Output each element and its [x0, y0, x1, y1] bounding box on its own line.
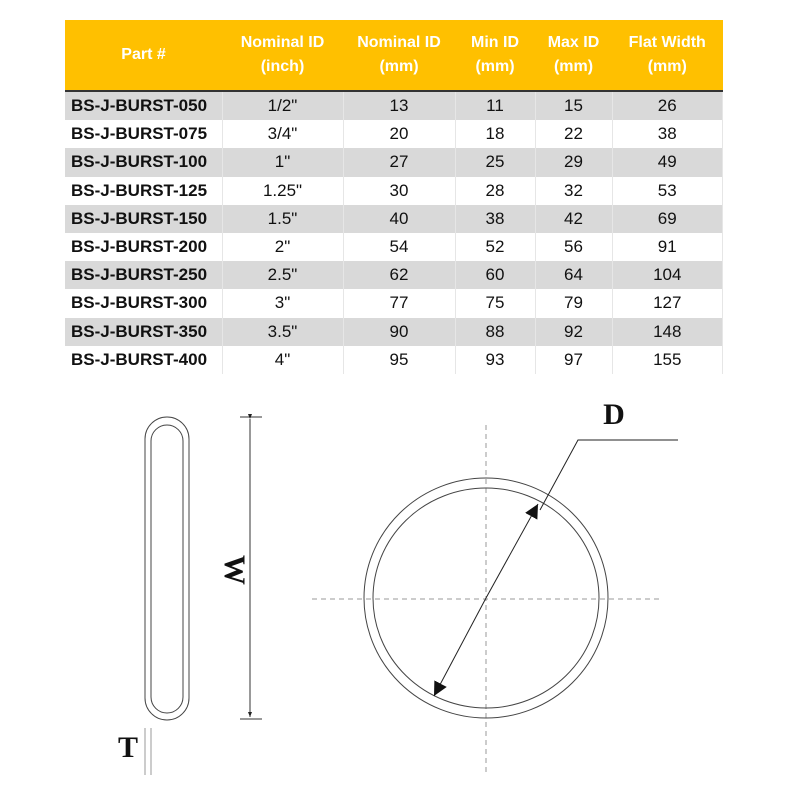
min-id-cell: 52 [455, 233, 535, 261]
flat-width-cell: 91 [612, 233, 723, 261]
part-number-cell: BS-J-BURST-250 [65, 261, 222, 289]
nominal-id-inch-cell: 3.5" [222, 318, 343, 346]
thickness-dimension [145, 728, 151, 775]
min-id-cell: 18 [455, 120, 535, 148]
min-id-cell: 38 [455, 205, 535, 233]
flat-width-cell: 49 [612, 148, 723, 176]
part-number-cell: BS-J-BURST-300 [65, 289, 222, 317]
nominal-id-inch-cell: 1.25" [222, 177, 343, 205]
max-id-cell: 92 [535, 318, 612, 346]
part-number-cell: BS-J-BURST-100 [65, 148, 222, 176]
min-id-cell: 88 [455, 318, 535, 346]
max-id-cell: 56 [535, 233, 612, 261]
nominal-id-inch-cell: 4" [222, 346, 343, 374]
nominal-id-mm-cell: 27 [343, 148, 455, 176]
max-id-cell: 29 [535, 148, 612, 176]
max-id-cell: 79 [535, 289, 612, 317]
flat-width-cell: 155 [612, 346, 723, 374]
header-text: Nominal ID [240, 34, 325, 51]
nominal-id-inch-cell: 3/4" [222, 120, 343, 148]
max-id-cell: 97 [535, 346, 612, 374]
nominal-id-mm-cell: 77 [343, 289, 455, 317]
flat-width-cell: 127 [612, 289, 723, 317]
header-unit: (mm) [475, 58, 515, 75]
max-id-cell: 15 [535, 91, 612, 120]
flat-width-cell: 104 [612, 261, 723, 289]
nominal-id-mm-cell: 40 [343, 205, 455, 233]
flat-width-cell: 69 [612, 205, 723, 233]
flat-width-cell: 26 [612, 91, 723, 120]
nominal-id-inch-cell: 1.5" [222, 205, 343, 233]
max-id-cell: 64 [535, 261, 612, 289]
nominal-id-mm-cell: 54 [343, 233, 455, 261]
diameter-dimension [434, 440, 678, 696]
width-label: W [218, 555, 252, 585]
max-id-cell: 22 [535, 120, 612, 148]
part-number-cell: BS-J-BURST-150 [65, 205, 222, 233]
nominal-id-inch-cell: 2.5" [222, 261, 343, 289]
nominal-id-inch-cell: 2" [222, 233, 343, 261]
min-id-cell: 93 [455, 346, 535, 374]
header-unit: (inch) [260, 58, 305, 75]
part-number-cell: BS-J-BURST-125 [65, 177, 222, 205]
max-id-cell: 32 [535, 177, 612, 205]
flat-width-cell: 38 [612, 120, 723, 148]
flat-width-cell: 53 [612, 177, 723, 205]
header-text: Min ID [471, 34, 519, 51]
diameter-label: D [603, 398, 625, 431]
header-unit: (mm) [553, 58, 594, 75]
nominal-id-mm-cell: 30 [343, 177, 455, 205]
header-text: Nominal ID [357, 34, 441, 51]
min-id-cell: 75 [455, 289, 535, 317]
header-unit: (mm) [379, 58, 419, 75]
min-id-cell: 60 [455, 261, 535, 289]
part-number-cell: BS-J-BURST-200 [65, 233, 222, 261]
nominal-id-mm-cell: 90 [343, 318, 455, 346]
flat-width-cell: 148 [612, 318, 723, 346]
nominal-id-mm-cell: 20 [343, 120, 455, 148]
nominal-id-inch-cell: 1" [222, 148, 343, 176]
flat-side-view [145, 417, 189, 720]
min-id-cell: 28 [455, 177, 535, 205]
nominal-id-mm-cell: 95 [343, 346, 455, 374]
header-unit: (mm) [647, 58, 687, 75]
part-number-cell: BS-J-BURST-350 [65, 318, 222, 346]
nominal-id-inch-cell: 3" [222, 289, 343, 317]
min-id-cell: 25 [455, 148, 535, 176]
nominal-id-mm-cell: 13 [343, 91, 455, 120]
header-text: Max ID [547, 34, 600, 51]
header-text: Flat Width [628, 34, 706, 51]
part-number-cell: BS-J-BURST-075 [65, 120, 222, 148]
nominal-id-inch-cell: 1/2" [222, 91, 343, 120]
thickness-label: T [117, 731, 139, 764]
min-id-cell: 11 [455, 91, 535, 120]
part-number-cell: BS-J-BURST-400 [65, 346, 222, 374]
header-text: Part # [121, 46, 166, 63]
nominal-id-mm-cell: 62 [343, 261, 455, 289]
part-number-cell: BS-J-BURST-050 [65, 91, 222, 120]
max-id-cell: 42 [535, 205, 612, 233]
